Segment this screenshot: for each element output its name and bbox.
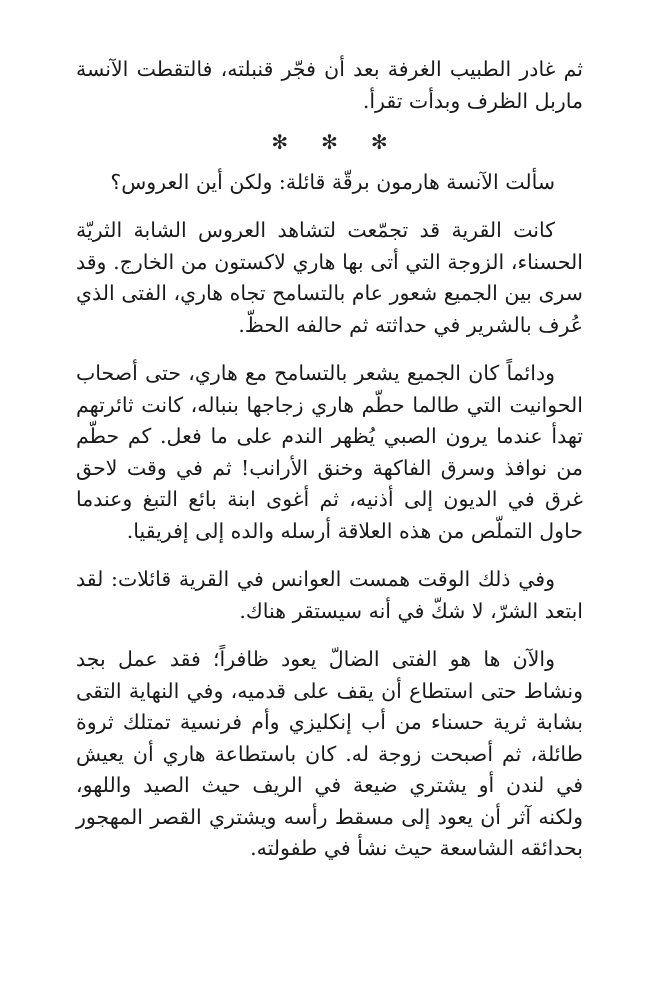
book-page [76, 54, 583, 865]
asterisk-icon: ✻ [271, 130, 289, 154]
paragraph: كانت القرية قد تجمّعت لتشاهد العروس الشابة الثريّة الحسناء، الزوجة التي أتى بها هاري لاكستون من الخارج. وقد سرى بين الجميع شعور عام بالتسامح تجاه هاري، الفتى الذي عُرف بالشرير في حداثته ثم حالفه الحظّ. [76, 218, 583, 337]
asterisk-icon: ✻ [370, 130, 388, 154]
paragraph: ودائماً كان الجميع يشعر بالتسامح مع هاري، حتى أصحاب الحوانيت التي طالما حطّم هاري زجاجها بنباله، كانت ثائرتهم تهدأ عندما يرون الصبي يُظهر الندم على ما فعل. كم حطّم من نوافذ وسرق الفاكهة وخنق الأرانب! ثم في وقت لاحق غرق في الديون إلى أذنيه، ثم أغوى ابنة بائع التبغ وعندما حاول التملّص من هذه العلاقة أرسله والده إلى إفريقيا. [76, 361, 583, 543]
question-paragraph: سألت الآنسة هارمون برقّة قائلة: ولكن أين العروس؟ [110, 169, 555, 194]
paragraph: وفي ذلك الوقت همست العوانس في القرية قائلات: لقد ابتعد الشرّ، لا شكّ في أنه سيستقر هناك. [76, 567, 583, 623]
opening-paragraph: ثم غادر الطبيب الغرفة بعد أن فجّر قنبلته، فالتقطت الآنسة ماربل الظرف وبدأت تقرأ. [76, 57, 583, 113]
section-separator [76, 127, 583, 159]
paragraph: والآن ها هو الفتى الضالّ يعود ظافراً؛ فقد عمل بجد ونشاط حتى استطاع أن يقف على قدميه، وفي النهاية التقى بشابة ثرية حسناء من أب إنكليزي وأم فرنسية تمتلك ثروة طائلة، ثم أصبحت زوجة له. كان باستطاعة هاري أن يعيش في لندن أو يشتري ضيعة في الريف حيث الصيد واللهو، ولكنه آثر أن يعود إلى مسقط رأسه ويشتري القصر المهجور بحدائقه الشاسعة حيث نشأ في طفولته. [76, 647, 583, 860]
asterisk-icon: ✻ [321, 130, 338, 154]
